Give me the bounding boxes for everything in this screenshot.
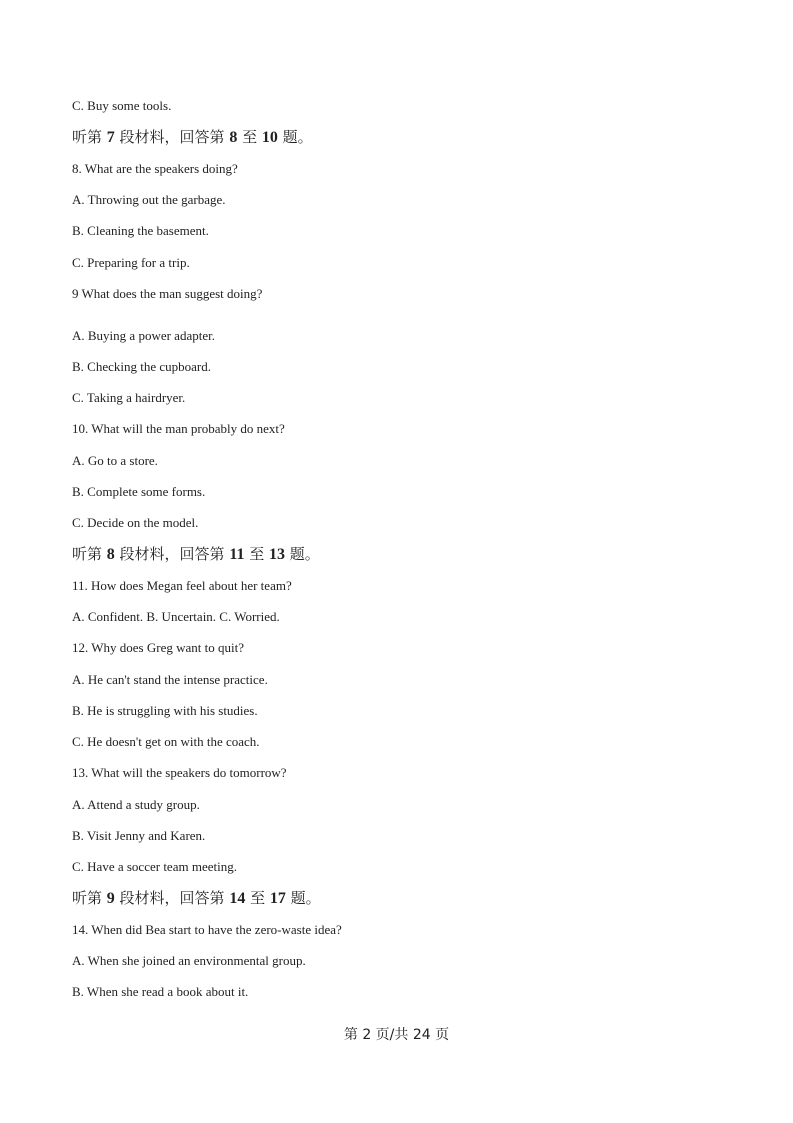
section-part-number: 7: [106, 129, 115, 146]
section-mid: 段材料，回答第: [114, 545, 230, 563]
section-suffix: 题。: [277, 128, 313, 146]
section-prefix: 听第: [72, 545, 107, 563]
section-to-number: 13: [269, 546, 285, 563]
option-q10-c: C. Decide on the model.: [72, 515, 199, 530]
option-q9-a: A. Buying a power adapter.: [72, 328, 215, 343]
option-q8-b: B. Cleaning the basement.: [72, 223, 209, 238]
option-q12-c: C. He doesn't get on with the coach.: [72, 734, 260, 749]
question-11: 11. How does Megan feel about her team?: [72, 578, 292, 593]
option-q14-b: B. When she read a book about it.: [72, 984, 249, 999]
option-q14-a: A. When she joined an environmental group.: [72, 953, 306, 968]
question-12: 12. Why does Greg want to quit?: [72, 640, 244, 655]
section-prefix: 听第: [72, 128, 107, 146]
question-14: 14. When did Bea start to have the zero-waste idea?: [72, 922, 342, 937]
option-q13-c: C. Have a soccer team meeting.: [72, 859, 237, 874]
question-9: 9 What does the man suggest doing?: [72, 286, 263, 301]
section-to-number: 10: [261, 129, 278, 146]
option-q13-a: A. Attend a study group.: [72, 797, 200, 812]
section-heading-8: [72, 545, 320, 564]
option-q9-b: B. Checking the cupboard.: [72, 359, 211, 374]
option-q10-b: B. Complete some forms.: [72, 484, 206, 499]
section-to-word: 至: [237, 128, 262, 146]
question-10: 10. What will the man probably do next?: [72, 421, 285, 436]
section-suffix: 题。: [285, 889, 321, 907]
section-to-number: 17: [269, 890, 286, 907]
option-q12-a: A. He can't stand the intense practice.: [72, 672, 268, 687]
section-part-number: 8: [106, 546, 115, 563]
section-heading-7: [72, 128, 313, 147]
option-q8-a: A. Throwing out the garbage.: [72, 192, 226, 207]
section-mid: 段材料，回答第: [114, 889, 230, 907]
option-q12-b: B. He is struggling with his studies.: [72, 703, 258, 718]
page-footer: 第 2 页/共 24 页: [343, 1027, 450, 1043]
section-suffix: 题。: [285, 545, 320, 563]
section-part-number: 9: [106, 890, 115, 907]
option-q10-a: A. Go to a store.: [72, 453, 158, 468]
options-q11: A. Confident. B. Uncertain. C. Worried.: [72, 609, 280, 624]
section-from-number: 14: [229, 890, 246, 907]
option-q13-b: B. Visit Jenny and Karen.: [72, 828, 206, 843]
option-q9-c: C. Taking a hairdryer.: [72, 390, 186, 405]
section-from-number: 8: [229, 129, 238, 146]
section-mid: 段材料，回答第: [114, 128, 230, 146]
option-q8-c: C. Preparing for a trip.: [72, 255, 190, 270]
question-8: 8. What are the speakers doing?: [72, 161, 238, 176]
section-prefix: 听第: [72, 889, 107, 907]
option-q7-c: C. Buy some tools.: [72, 98, 172, 113]
section-to-word: 至: [245, 889, 270, 907]
question-13: 13. What will the speakers do tomorrow?: [72, 765, 287, 780]
section-from-number: 11: [229, 546, 245, 563]
section-to-word: 至: [244, 545, 269, 563]
section-heading-9: [72, 889, 321, 908]
